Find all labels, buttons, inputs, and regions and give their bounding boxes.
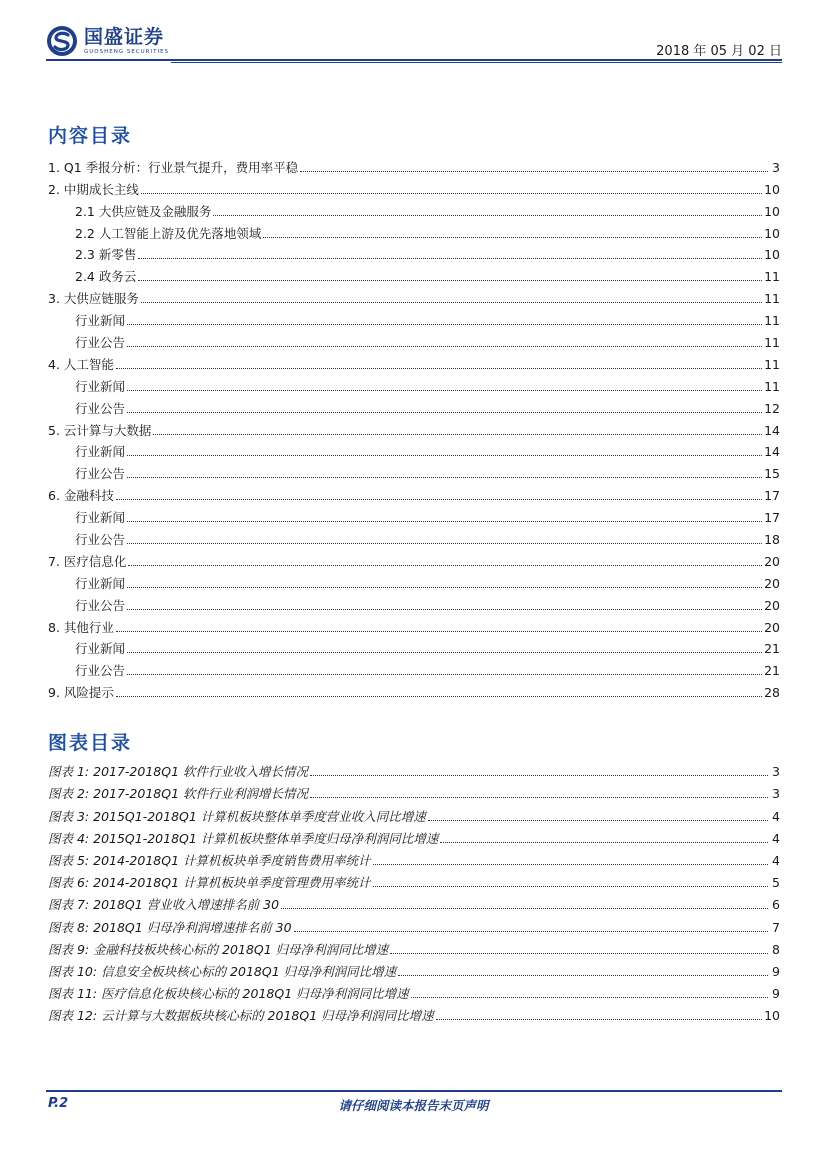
entry-page-number: 10: [764, 247, 780, 263]
dot-leader: [398, 974, 768, 976]
entry-label: 图表 11: 医疗信息化板块核心标的 2018Q1 归母净利润同比增速: [48, 986, 409, 1002]
entry-label: 2.2 人工智能上游及优先落地领域: [75, 225, 262, 241]
dot-leader: [153, 433, 762, 435]
figures-title: 图表目录: [48, 732, 133, 754]
dot-leader: [116, 630, 762, 632]
toc-entry[interactable]: [48, 504, 780, 526]
dot-leader: [127, 454, 762, 456]
figure-entry[interactable]: [48, 936, 780, 958]
entry-page-number: 10: [764, 1008, 780, 1024]
figure-entry[interactable]: [48, 913, 780, 935]
entry-label: 行业新闻: [75, 444, 126, 460]
entry-label: 图表 10: 信息安全板块核心标的 2018Q1 归母净利润同比增速: [48, 963, 397, 979]
toc-entry[interactable]: [48, 679, 780, 701]
dot-leader: [116, 498, 762, 500]
entry-label: 7. 医疗信息化: [48, 553, 127, 569]
dot-leader: [116, 367, 762, 369]
dot-leader: [127, 586, 762, 588]
entry-page-number: 28: [764, 685, 780, 701]
entry-label: 5. 云计算与大数据: [48, 422, 152, 438]
toc-title: 内容目录: [48, 125, 133, 147]
dot-leader: [373, 863, 768, 865]
figure-entry[interactable]: [48, 980, 780, 1002]
entry-page-number: 11: [764, 291, 780, 307]
logo-name: 国盛证券: [84, 26, 165, 48]
entry-page-number: 18: [764, 532, 780, 548]
dot-leader: [440, 841, 768, 843]
figures-list: [48, 758, 780, 1024]
entry-label: 行业公告: [75, 466, 126, 482]
dot-leader: [263, 236, 762, 238]
dot-leader: [127, 608, 762, 610]
entry-page-number: 9: [772, 986, 780, 1002]
entry-page-number: 10: [764, 225, 780, 241]
dot-leader: [310, 774, 768, 776]
toc-entry[interactable]: [48, 263, 780, 285]
page-header: [46, 22, 782, 62]
entry-label: 3. 大供应链服务: [48, 291, 139, 307]
footer-divider: [46, 1090, 782, 1092]
dot-leader: [127, 542, 762, 544]
toc-entry[interactable]: [48, 307, 780, 329]
dot-leader: [127, 389, 762, 391]
entry-label: 图表 1: 2017-2018Q1 软件行业收入增长情况: [48, 764, 309, 780]
dot-leader: [138, 257, 762, 259]
entry-label: 图表 6: 2014-2018Q1 计算机板块单季度管理费用率统计: [48, 875, 371, 891]
entry-label: 9. 风险提示: [48, 685, 114, 701]
entry-page-number: 10: [764, 181, 780, 197]
entry-page-number: 10: [764, 203, 780, 219]
entry-label: 行业新闻: [75, 378, 126, 394]
figure-entry[interactable]: [48, 1002, 780, 1024]
entry-page-number: 7: [772, 919, 780, 935]
toc-entry[interactable]: [48, 526, 780, 548]
toc-entry[interactable]: [48, 460, 780, 482]
entry-label: 行业新闻: [75, 575, 126, 591]
toc-entry[interactable]: [48, 570, 780, 592]
entry-label: 4. 人工智能: [48, 356, 114, 372]
entry-page-number: 20: [764, 597, 780, 613]
entry-page-number: 15: [764, 466, 780, 482]
dot-leader: [300, 170, 768, 172]
figure-entry[interactable]: [48, 780, 780, 802]
entry-label: 行业新闻: [75, 313, 126, 329]
entry-label: 2.4 政务云: [75, 269, 137, 285]
toc-entry[interactable]: [48, 657, 780, 679]
toc-entry[interactable]: [48, 351, 780, 373]
toc-entry[interactable]: [48, 439, 780, 461]
toc-entry[interactable]: [48, 220, 780, 242]
entry-page-number: 14: [764, 422, 780, 438]
entry-page-number: 17: [764, 488, 780, 504]
entry-page-number: 3: [772, 159, 780, 175]
report-date: 2018 年 05 月 02 日: [656, 44, 782, 59]
entry-page-number: 12: [764, 400, 780, 416]
figure-entry[interactable]: [48, 891, 780, 913]
toc-entry[interactable]: [48, 154, 780, 176]
dot-leader: [116, 695, 762, 697]
entry-page-number: 21: [764, 663, 780, 679]
figure-entry[interactable]: [48, 758, 780, 780]
toc-entry[interactable]: [48, 176, 780, 198]
entry-label: 1. Q1 季报分析：行业景气提升，费用率平稳: [48, 159, 299, 175]
figure-entry[interactable]: [48, 958, 780, 980]
entry-page-number: 3: [772, 764, 780, 780]
dot-leader: [141, 192, 762, 194]
entry-label: 图表 3: 2015Q1-2018Q1 计算机板块整体单季度营业收入同比增速: [48, 808, 426, 824]
toc-entry[interactable]: [48, 285, 780, 307]
dot-leader: [127, 345, 762, 347]
dot-leader: [411, 996, 768, 998]
dot-leader: [127, 411, 762, 413]
entry-page-number: 11: [764, 335, 780, 351]
entry-label: 行业新闻: [75, 641, 126, 657]
header-divider: [46, 59, 782, 61]
entry-label: 行业新闻: [75, 510, 126, 526]
toc-entry[interactable]: [48, 592, 780, 614]
company-logo: [46, 22, 169, 60]
toc-entry[interactable]: [48, 198, 780, 220]
entry-page-number: 9: [772, 963, 780, 979]
toc-entry[interactable]: [48, 373, 780, 395]
entry-page-number: 5: [772, 875, 780, 891]
entry-page-number: 4: [772, 808, 780, 824]
toc-list: [48, 154, 780, 701]
toc-entry[interactable]: [48, 417, 780, 439]
entry-label: 图表 2: 2017-2018Q1 软件行业利润增长情况: [48, 786, 309, 802]
guosheng-logo-icon: [46, 25, 78, 57]
entry-page-number: 20: [764, 575, 780, 591]
dot-leader: [127, 476, 762, 478]
entry-label: 2.1 大供应链及金融服务: [75, 203, 212, 219]
entry-label: 图表 7: 2018Q1 营业收入增速排名前 30: [48, 897, 280, 913]
dot-leader: [127, 651, 762, 653]
figure-entry[interactable]: [48, 802, 780, 824]
dot-leader: [128, 564, 762, 566]
dot-leader: [436, 1018, 762, 1020]
dot-leader: [390, 952, 768, 954]
entry-label: 行业公告: [75, 400, 126, 416]
entry-label: 行业公告: [75, 335, 126, 351]
entry-page-number: 11: [764, 356, 780, 372]
entry-page-number: 3: [772, 786, 780, 802]
entry-label: 行业公告: [75, 597, 126, 613]
entry-label: 2. 中期成长主线: [48, 181, 139, 197]
entry-page-number: 4: [772, 830, 780, 846]
entry-page-number: 20: [764, 619, 780, 635]
dot-leader: [127, 673, 762, 675]
entry-page-number: 17: [764, 510, 780, 526]
toc-entry[interactable]: [48, 242, 780, 264]
entry-label: 行业公告: [75, 532, 126, 548]
entry-page-number: 20: [764, 553, 780, 569]
entry-label: 图表 8: 2018Q1 归母净利润增速排名前 30: [48, 919, 292, 935]
toc-entry[interactable]: [48, 482, 780, 504]
figure-entry[interactable]: [48, 847, 780, 869]
entry-label: 8. 其他行业: [48, 619, 114, 635]
entry-label: 6. 金融科技: [48, 488, 114, 504]
dot-leader: [138, 279, 762, 281]
toc-entry[interactable]: [48, 614, 780, 636]
entry-label: 图表 4: 2015Q1-2018Q1 计算机板块整体单季度归母净利润同比增速: [48, 830, 439, 846]
dot-leader: [373, 885, 768, 887]
entry-page-number: 8: [772, 941, 780, 957]
disclaimer-note: 请仔细阅读本报告末页声明: [338, 1098, 489, 1113]
toc-entry[interactable]: [48, 636, 780, 658]
logo-subtitle: GUOSHENG SECURITIES: [84, 49, 170, 55]
dot-leader: [127, 520, 762, 522]
entry-label: 图表 9: 金融科技板块核心标的 2018Q1 归母净利润同比增速: [48, 941, 389, 957]
entry-page-number: 21: [764, 641, 780, 657]
dot-leader: [310, 796, 768, 798]
entry-page-number: 11: [764, 313, 780, 329]
entry-page-number: 11: [764, 378, 780, 394]
dot-leader: [127, 323, 762, 325]
dot-leader: [281, 907, 768, 909]
entry-page-number: 6: [772, 897, 780, 913]
toc-entry[interactable]: [48, 548, 780, 570]
entry-label: 图表 12: 云计算与大数据板块核心标的 2018Q1 归母净利润同比增速: [48, 1008, 434, 1024]
entry-page-number: 11: [764, 269, 780, 285]
entry-label: 行业公告: [75, 663, 126, 679]
dot-leader: [428, 819, 768, 821]
toc-entry[interactable]: [48, 329, 780, 351]
toc-entry[interactable]: [48, 395, 780, 417]
entry-page-number: 4: [772, 852, 780, 868]
figure-entry[interactable]: [48, 825, 780, 847]
entry-label: 图表 5: 2014-2018Q1 计算机板块单季度销售费用率统计: [48, 852, 371, 868]
header-divider-thin: [171, 62, 782, 63]
entry-page-number: 14: [764, 444, 780, 460]
dot-leader: [294, 930, 768, 932]
dot-leader: [213, 214, 762, 216]
figure-entry[interactable]: [48, 869, 780, 891]
dot-leader: [141, 301, 762, 303]
entry-label: 2.3 新零售: [75, 247, 137, 263]
page-number: P.2: [48, 1096, 69, 1111]
